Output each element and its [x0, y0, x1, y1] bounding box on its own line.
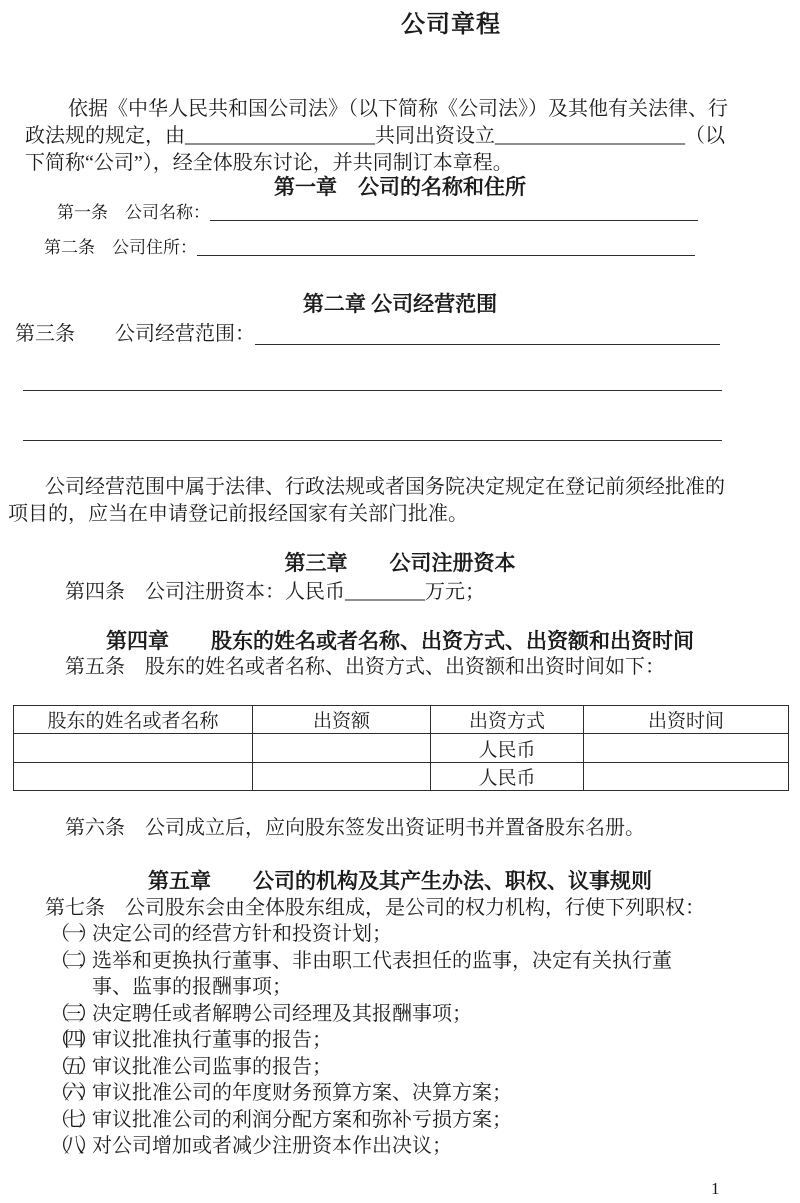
- article-6-certificates: 第六条 公司成立后，应向股东签发出资证明书并置备股东名册。: [65, 817, 645, 839]
- list-item-text: 审议批准公司的年度财务预算方案、决算方案；: [92, 1082, 512, 1104]
- table-header-capital-time: 出资时间: [584, 706, 789, 734]
- page-number: 1: [711, 1179, 720, 1198]
- list-item: [50, 1080, 770, 1107]
- list-item-marker: （七）: [50, 1108, 92, 1131]
- list-item-marker: （二）: [50, 949, 92, 972]
- article-3-label: 第三条 公司经营范围：: [15, 323, 255, 345]
- table-header-capital-amount: 出资额: [253, 706, 431, 734]
- powers-list: [50, 921, 770, 1160]
- article-2-label: 第二条 公司住所：: [44, 238, 197, 257]
- article-1-label: 第一条 公司名称：: [57, 203, 210, 222]
- business-scope-blank-field: [255, 321, 720, 345]
- list-item: [50, 1107, 770, 1134]
- list-item-text: 审议批准公司监事的报告；: [92, 1055, 332, 1078]
- list-item: [50, 1054, 770, 1081]
- list-item: [50, 921, 770, 948]
- list-item-marker: （八）: [50, 1135, 92, 1157]
- intro-line-2-with-blanks: 政法规的规定，由___________________共同出资设立___________________（以: [25, 125, 725, 147]
- business-scope-blank-line-2: [23, 440, 722, 441]
- shareholders-table-wrap: [13, 705, 789, 791]
- intro-line-3: 下简称“公司”），经全体股东讨论，并共同制订本章程。: [25, 152, 513, 174]
- chapter-2-heading: 第二章 公司经营范围: [302, 292, 498, 316]
- list-item-text: 对公司增加或者减少注册资本作出决议；: [92, 1135, 452, 1157]
- chapter-4-heading: 第四章 股东的姓名或者名称、出资方式、出资额和出资时间: [106, 629, 694, 653]
- article-3-row: [15, 321, 720, 348]
- list-item: [50, 948, 770, 1001]
- list-item: [50, 1001, 770, 1028]
- table-cell-time-2: [584, 763, 789, 791]
- article-7-shareholder-meeting: 第七条 公司股东会由全体股东组成，是公司的权力机构，行使下列职权：: [45, 897, 705, 919]
- table-cell-name-2: [14, 763, 253, 791]
- intro-line-1: 依据《中华人民共和国公司法》（以下简称《公司法》）及其他有关法律、行: [68, 98, 728, 120]
- table-row: [14, 734, 789, 763]
- list-item: [50, 1027, 770, 1054]
- article-5-shareholders: 第五条 股东的姓名或者名称、出资方式、出资额和出资时间如下：: [65, 656, 665, 678]
- page-title: 公司章程: [401, 12, 501, 38]
- list-item-text: 选举和更换执行董事、非由职工代表担任的监事，决定有关执行董: [92, 949, 672, 972]
- table-cell-method-1: 人民币: [431, 734, 584, 763]
- list-item-text: 决定公司的经营方针和投资计划；: [92, 923, 392, 945]
- list-item-marker: （四）: [50, 1029, 92, 1051]
- table-header-capital-method: 出资方式: [431, 706, 584, 734]
- list-item: [50, 1133, 770, 1160]
- approval-note-line-2: 项目的，应当在申请登记前报经国家有关部门批准。: [8, 503, 468, 525]
- table-header-row: [14, 706, 789, 734]
- list-item-text: 决定聘任或者解聘公司经理及其报酬事项；: [92, 1002, 472, 1025]
- article-2-row: [44, 236, 695, 259]
- list-item-text: 审议批准公司的利润分配方案和弥补亏损方案；: [92, 1108, 512, 1131]
- company-address-blank-field: [197, 236, 695, 256]
- table-header-shareholder-name: 股东的姓名或者名称: [14, 706, 253, 734]
- list-item-marker: （五）: [50, 1055, 92, 1078]
- list-item-marker: （一）: [50, 923, 92, 945]
- chapter-1-heading: 第一章 公司的名称和住所: [274, 175, 526, 199]
- table-cell-time-1: [584, 734, 789, 763]
- shareholders-table: [13, 705, 789, 791]
- article-1-row: [57, 201, 698, 224]
- table-cell-method-2: 人民币: [431, 763, 584, 791]
- list-item-marker: （六）: [50, 1082, 92, 1104]
- list-item-text: 事、监事的报酬事项；: [92, 976, 292, 998]
- table-row: [14, 763, 789, 791]
- list-item-marker: （三）: [50, 1002, 92, 1025]
- company-name-blank-field: [210, 201, 698, 221]
- table-cell-amount-1: [253, 734, 431, 763]
- chapter-5-heading: 第五章 公司的机构及其产生办法、职权、议事规则: [148, 869, 652, 893]
- table-cell-amount-2: [253, 763, 431, 791]
- approval-note-line-1: 公司经营范围中属于法律、行政法规或者国务院决定规定在登记前须经批准的: [45, 476, 725, 498]
- list-item-text: 审议批准执行董事的报告；: [92, 1029, 332, 1051]
- chapter-3-heading: 第三章 公司注册资本: [284, 551, 516, 575]
- table-cell-name-1: [14, 734, 253, 763]
- business-scope-blank-line-1: [23, 390, 722, 391]
- article-4-registered-capital: 第四条 公司注册资本：人民币________万元；: [65, 581, 485, 603]
